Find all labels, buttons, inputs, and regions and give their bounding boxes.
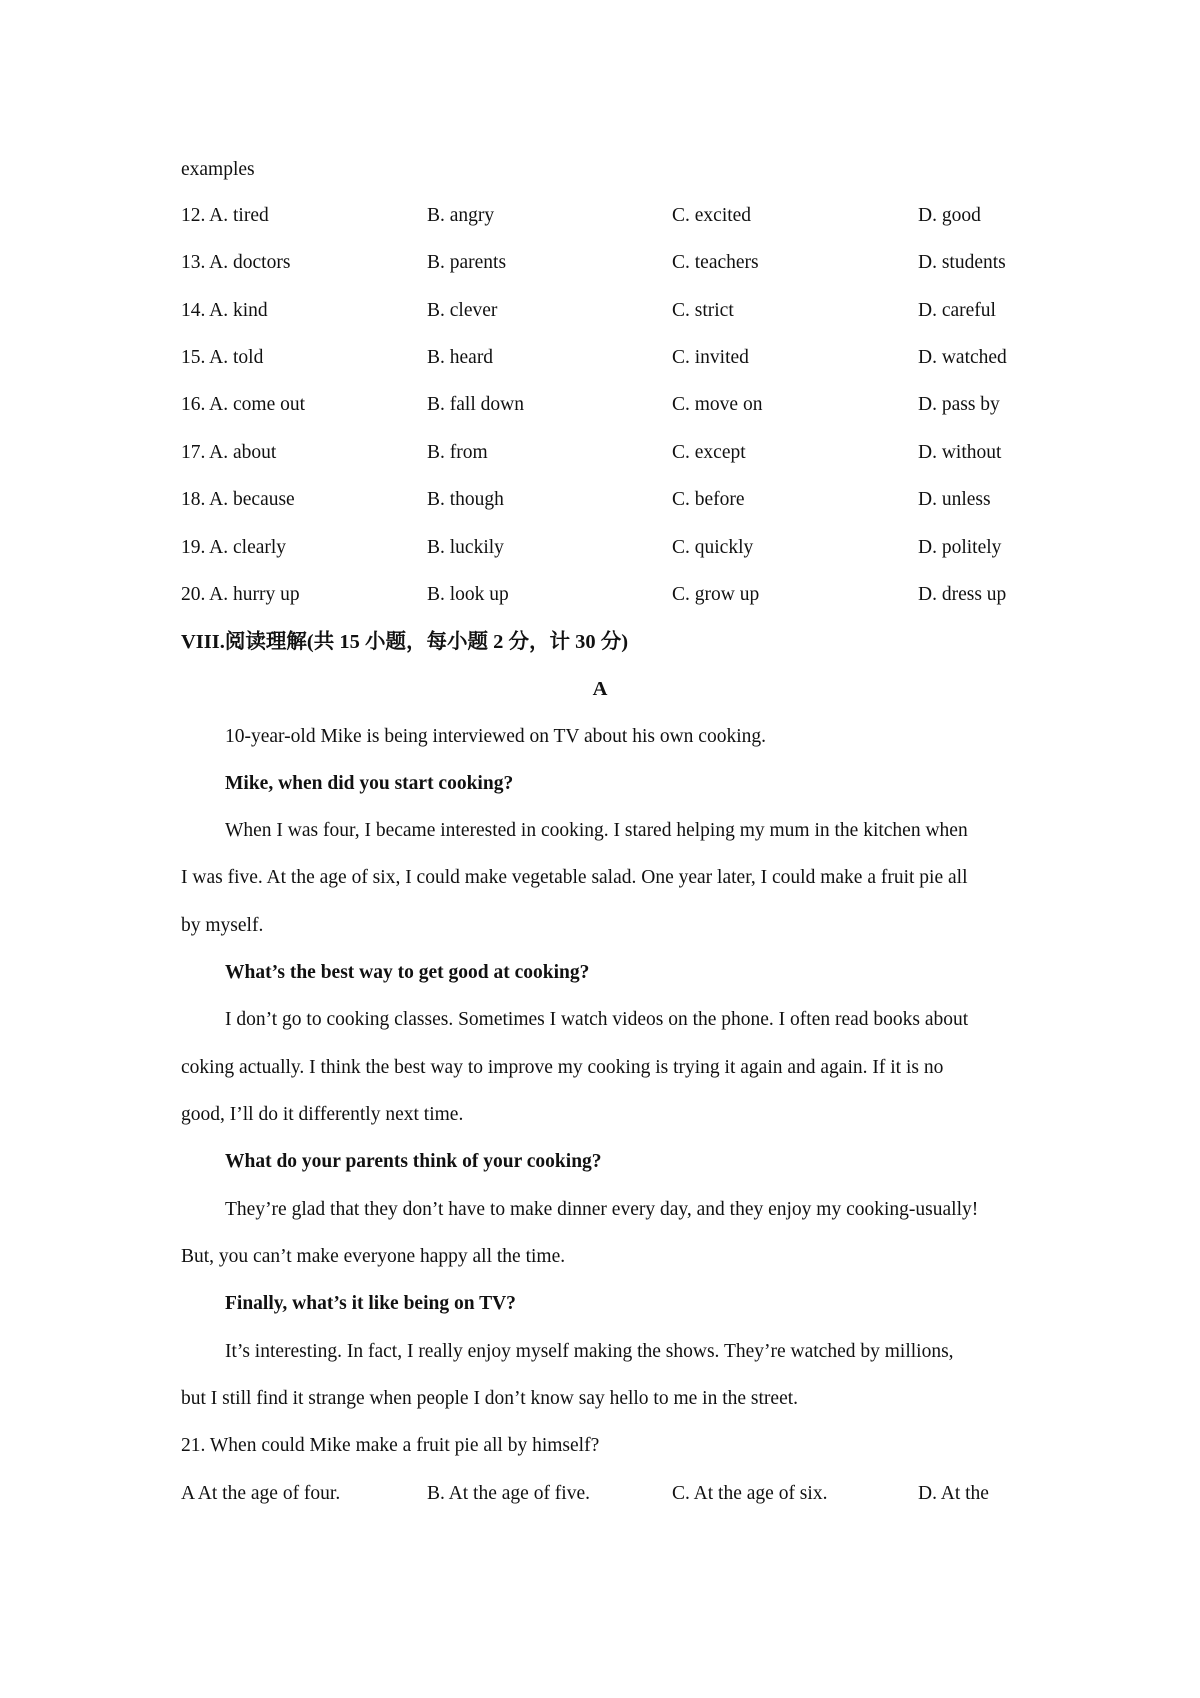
question-21: 21. When could Mike make a fruit pie all by himself? <box>181 1435 600 1456</box>
option-row <box>181 346 1061 370</box>
intro-paragraph: 10-year-old Mike is being interviewed on TV about his own cooking. <box>225 726 767 747</box>
option-row <box>181 536 1061 560</box>
option-a: 16. A. come out <box>181 394 306 415</box>
option-d: D. watched <box>918 347 1007 368</box>
answer-options-21 <box>181 1482 1061 1506</box>
option-row <box>181 204 1061 228</box>
option-c: C. grow up <box>672 584 760 605</box>
option-d: D. good <box>918 205 981 226</box>
option-c: C. invited <box>672 347 749 368</box>
option-d: D. dress up <box>918 584 1007 605</box>
answer-line: But, you can’t make everyone happy all the time. <box>181 1246 566 1267</box>
option-b: B. heard <box>427 347 494 368</box>
answer-option-d: D. At the <box>918 1483 989 1504</box>
section-heading: VIII.阅读理解(共 15 小题，每小题 2 分，计 30 分) <box>181 631 629 653</box>
option-row <box>181 441 1061 465</box>
option-b: B. angry <box>427 205 495 226</box>
option-b: B. luckily <box>427 537 504 558</box>
option-c: C. excited <box>672 205 752 226</box>
option-d: D. students <box>918 252 1006 273</box>
answer-option-b: B. At the age of five. <box>427 1483 590 1504</box>
option-row <box>181 393 1061 417</box>
option-a: 15. A. told <box>181 347 264 368</box>
answer-line: They’re glad that they don’t have to make dinner every day, and they enjoy my cooking-usually! <box>225 1199 979 1220</box>
answer-line: I don’t go to cooking classes. Sometimes I watch videos on the phone. I often read books about <box>225 1009 969 1030</box>
option-row <box>181 583 1061 607</box>
option-c: C. teachers <box>672 252 759 273</box>
lead-word: examples <box>181 159 255 180</box>
answer-option-c: C. At the age of six. <box>672 1483 828 1504</box>
option-b: B. parents <box>427 252 507 273</box>
option-d: D. politely <box>918 537 1002 558</box>
option-a: 18. A. because <box>181 489 295 510</box>
answer-line: coking actually. I think the best way to improve my cooking is trying it again and again. If it is no <box>181 1057 944 1078</box>
option-a: 20. A. hurry up <box>181 584 300 605</box>
option-b: B. look up <box>427 584 509 605</box>
option-b: B. from <box>427 442 488 463</box>
option-d: D. pass by <box>918 394 1000 415</box>
option-row <box>181 251 1061 275</box>
option-a: 12. A. tired <box>181 205 269 226</box>
answer-line: good, I’ll do it differently next time. <box>181 1104 464 1125</box>
option-a: 13. A. doctors <box>181 252 291 273</box>
option-b: B. though <box>427 489 504 510</box>
interview-question: Mike, when did you start cooking? <box>225 773 514 794</box>
option-row <box>181 488 1061 512</box>
option-a: 14. A. kind <box>181 300 268 321</box>
option-c: C. move on <box>672 394 763 415</box>
answer-line: When I was four, I became interested in cooking. I stared helping my mum in the kitchen when <box>225 820 968 841</box>
option-d: D. unless <box>918 489 991 510</box>
option-c: C. strict <box>672 300 734 321</box>
interview-question: What’s the best way to get good at cooking? <box>225 962 590 983</box>
answer-line: but I still find it strange when people I don’t know say hello to me in the street. <box>181 1388 799 1409</box>
option-b: B. fall down <box>427 394 524 415</box>
passage-label: A <box>592 678 608 700</box>
answer-line: It’s interesting. In fact, I really enjoy myself making the shows. They’re watched by millions, <box>225 1341 954 1362</box>
option-c: C. before <box>672 489 745 510</box>
answer-line: I was five. At the age of six, I could make vegetable salad. One year later, I could make a fruit pie all <box>181 867 968 888</box>
interview-question: Finally, what’s it like being on TV? <box>225 1293 516 1314</box>
interview-question: What do your parents think of your cooking? <box>225 1151 602 1172</box>
option-c: C. quickly <box>672 537 754 558</box>
option-row <box>181 299 1061 323</box>
option-a: 17. A. about <box>181 442 277 463</box>
option-b: B. clever <box>427 300 498 321</box>
option-d: D. without <box>918 442 1002 463</box>
option-c: C. except <box>672 442 746 463</box>
option-a: 19. A. clearly <box>181 537 287 558</box>
option-d: D. careful <box>918 300 996 321</box>
answer-option-a: A At the age of four. <box>181 1483 341 1504</box>
answer-line: by myself. <box>181 915 264 936</box>
